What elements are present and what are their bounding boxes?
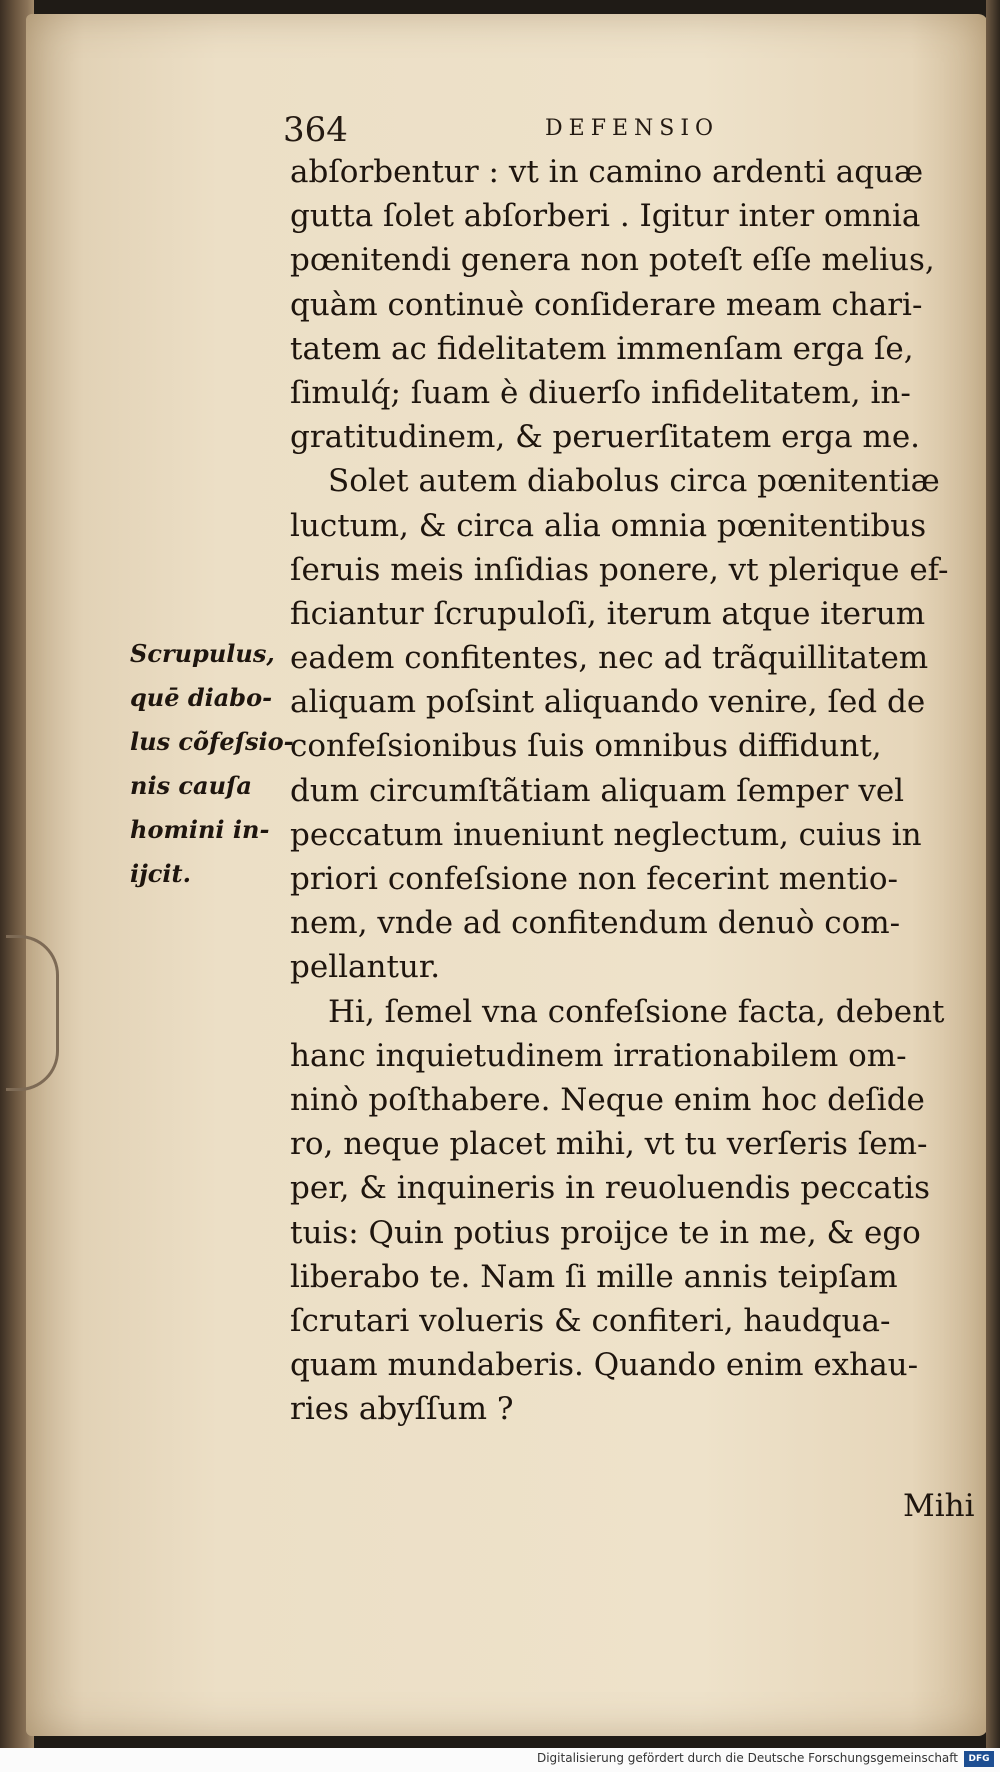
text-line: pellantur. bbox=[290, 949, 441, 986]
text-line: gutta ſolet abſorberi . Igitur inter omnia bbox=[290, 198, 921, 235]
dfg-logo: DFG bbox=[964, 1751, 994, 1767]
text-line: tuis: Quin potius proijce te in me, & ego bbox=[290, 1214, 921, 1251]
text-line: ſcrutari volueris & confiteri, haudqua- bbox=[290, 1302, 891, 1339]
marginal-note-line: lus cõfeſsio- bbox=[130, 727, 294, 756]
text-line: quàm continuè conſiderare meam chari- bbox=[290, 286, 923, 323]
text-line: eadem confitentes, nec ad trãquillitatem bbox=[290, 640, 929, 677]
running-title: DEFENSIO bbox=[545, 116, 720, 141]
text-line: priori confeſsione non fecerint mentio- bbox=[290, 861, 898, 897]
text-line: tatem ac fidelitatem immenſam erga ſe, bbox=[290, 330, 914, 367]
marginal-note bbox=[130, 632, 294, 896]
text-line: ficiantur ſcrupuloſi, iterum atque iterum bbox=[290, 595, 926, 632]
text-line: Solet autem diabolus circa pœnitentiæ bbox=[328, 463, 940, 500]
text-line: ſeruis meis inſidias ponere, vt plerique ef- bbox=[290, 551, 949, 588]
text-line: dum circumſtãtiam aliquam ſemper vel bbox=[290, 772, 905, 809]
text-line: peccatum inueniunt neglectum, cuius in bbox=[290, 816, 922, 853]
catchword: Mihi bbox=[903, 1488, 975, 1524]
text-line: Hi, ſemel vna confeſsione facta, debent bbox=[328, 993, 945, 1030]
marginal-note-line: quē diabo- bbox=[130, 683, 273, 712]
text-line: per, & inquineris in reuoluendis peccatis bbox=[290, 1170, 931, 1207]
marginal-note-line: nis cauſa bbox=[130, 771, 252, 800]
text-line: liberabo te. Nam ſi mille annis teipſam bbox=[290, 1258, 898, 1295]
text-line: gratitudinem, & peruerſitatem erga me. bbox=[290, 419, 921, 456]
running-head bbox=[0, 110, 1000, 150]
marginal-note-line: Scrupulus, bbox=[130, 639, 275, 668]
text-line: nem, vnde ad confitendum denuò com- bbox=[290, 905, 901, 942]
page-number: 364 bbox=[283, 110, 348, 150]
text-line: confeſsionibus ſuis omnibus diffidunt, bbox=[290, 728, 882, 765]
text-line: abſorbentur : vt in camino ardenti aquæ bbox=[290, 154, 924, 190]
text-line: quam mundaberis. Quando enim exhau- bbox=[290, 1347, 919, 1384]
text-line: ro, neque placet mihi, vt tu verſeris ſem- bbox=[290, 1126, 928, 1163]
digitization-footer bbox=[0, 1748, 1000, 1772]
marginal-note-line: ijcit. bbox=[130, 859, 191, 888]
text-line: ninò poſthabere. Neque enim hoc deſide bbox=[290, 1081, 925, 1118]
text-line: luctum, & circa alia omnia pœnitentibus bbox=[290, 507, 927, 544]
funding-credit: Digitalisierung gefördert durch die Deutsche Forschungsgemeinschaft bbox=[536, 1751, 958, 1765]
text-line: hanc inquietudinem irrationabilem om- bbox=[290, 1037, 907, 1074]
main-text-block bbox=[290, 150, 990, 1431]
marginal-note-line: homini in- bbox=[130, 815, 270, 844]
text-line: aliquam poſsint aliquando venire, ſed de bbox=[290, 684, 926, 721]
text-line: ſimulq́; ſuam è diuerſo infidelitatem, in- bbox=[290, 374, 911, 411]
text-line: ries abyſſum ? bbox=[290, 1391, 514, 1428]
bookmark-ribbon bbox=[6, 935, 59, 1091]
text-line: pœnitendi genera non poteſt eſſe melius, bbox=[290, 242, 935, 279]
